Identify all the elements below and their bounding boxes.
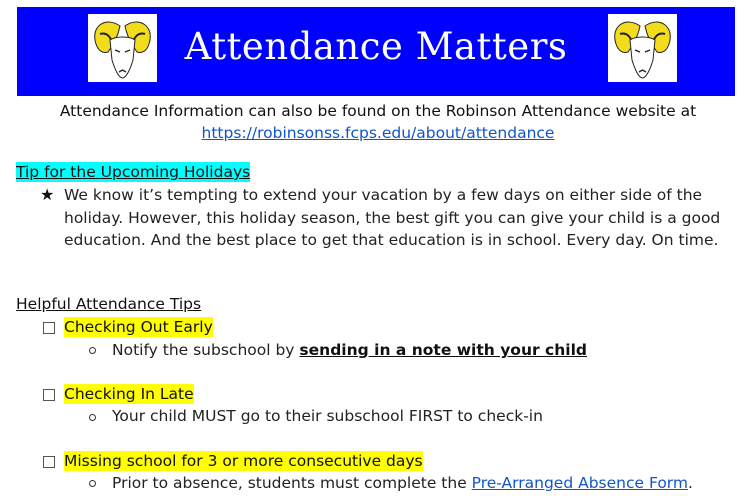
detail-text: Notify the subschool by	[112, 341, 300, 359]
holiday-tip-body: We know it’s tempting to extend your vacation by a few days on either side of the holiday. However, this holiday season, the best gift you can give your child is a good education. And the best place to get that education is in school. Every day. On time.	[64, 186, 721, 249]
detail-emphasis: sending in a note with your child	[299, 341, 587, 359]
detail-text: Prior to absence, students must complete the	[112, 474, 472, 492]
holiday-tip-heading: Tip for the Upcoming Holidays	[16, 163, 251, 181]
ram-mascot-icon	[608, 14, 677, 82]
tip-title-checking-out-early: Checking Out Early	[64, 318, 213, 336]
attendance-website-link[interactable]: https://robinsonss.fcps.edu/about/attendance	[201, 124, 555, 142]
page-title: Attendance Matters	[184, 25, 568, 68]
circle-bullet-icon	[89, 480, 96, 487]
detail-suffix: .	[688, 474, 693, 492]
ram-logo-right	[608, 14, 677, 82]
tip-detail-checking-in-late: Your child MUST go to their subschool FIRST to check-in	[112, 407, 543, 425]
tip-title-checking-in-late: Checking In Late	[64, 385, 194, 403]
checkbox-checking-in-late[interactable]	[43, 389, 55, 401]
circle-bullet-icon	[89, 414, 96, 421]
tip-detail-missing-school	[112, 473, 693, 493]
tip-title-missing-school: Missing school for 3 or more consecutive days	[64, 452, 423, 470]
info-text: Attendance Information can also be found on the Robinson Attendance website at	[59, 102, 697, 120]
pre-arranged-absence-form-link[interactable]: Pre-Arranged Absence Form	[471, 474, 688, 492]
info-block	[0, 100, 756, 144]
checkbox-missing-school[interactable]	[43, 456, 55, 468]
circle-bullet-icon	[89, 347, 96, 354]
header-banner	[17, 7, 735, 96]
star-bullet-icon: ★	[40, 185, 55, 204]
tip-detail-checking-out-early	[112, 340, 587, 360]
checkbox-checking-out-early[interactable]	[43, 322, 55, 334]
helpful-tips-heading: Helpful Attendance Tips	[16, 295, 202, 313]
